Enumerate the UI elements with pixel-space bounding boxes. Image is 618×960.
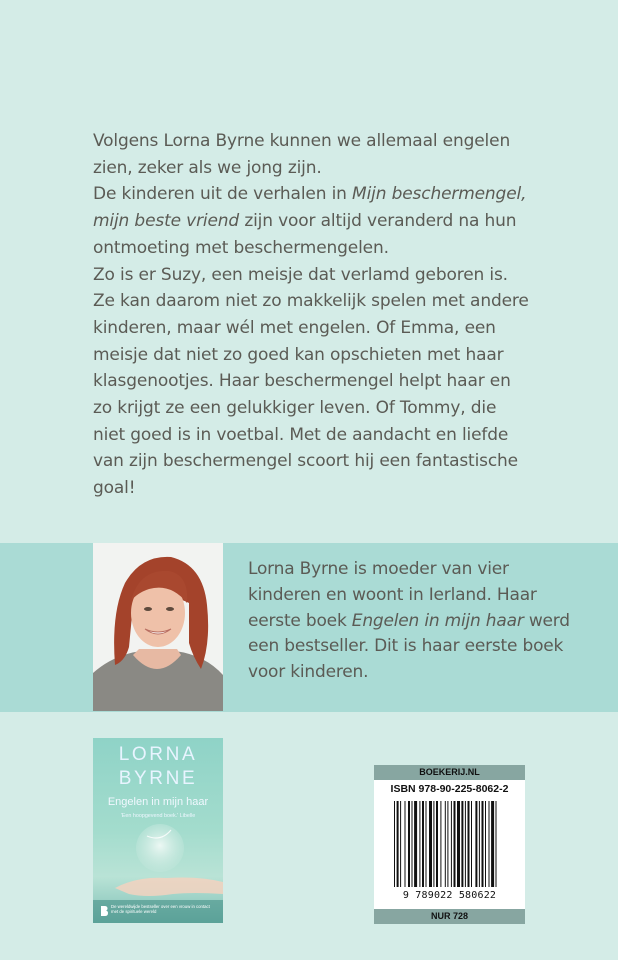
author-portrait-image (93, 543, 223, 711)
related-book-author-last: BYRNE (118, 768, 198, 789)
barcode-bars (394, 801, 506, 889)
barcode-nur: NUR 728 (374, 909, 525, 924)
author-photo (93, 543, 223, 711)
blurb-intro: Volgens Lorna Byrne kunnen we allemaal engelen zien, zeker als we jong zijn. (93, 131, 511, 178)
blurb-stories-pre: De kinderen uit de verhalen in (93, 184, 353, 205)
related-book-quote: 'Een hoopgevend boek.' Libelle (120, 813, 196, 819)
blurb-book-title: Mijn beschermengel, mijn beste vriend (93, 184, 527, 232)
blurb-stories (93, 181, 533, 261)
related-book-footer: De wereldwijde bestseller over een vrouw in contact met de spirituele wereld (111, 904, 210, 914)
related-book-cover (93, 738, 223, 923)
barcode-isbn: ISBN 978-90-225-8062-2 (390, 783, 509, 795)
related-book-author-first: LORNA (118, 744, 198, 765)
blurb-stories-post: zijn voor altijd veranderd na hun ontmoeting met beschermengelen. (93, 211, 517, 258)
bio-book-title: Engelen in mijn haar (351, 610, 524, 631)
author-bio (248, 557, 578, 686)
back-cover-blurb (93, 128, 533, 502)
blurb-examples: Zo is er Suzy, een meisje dat verlamd geboren is. Ze kan daarom niet zo makkelijk spelen met andere kinderen, maar wél met engelen. Of Emma, een meisje dat niet zo goed kan opschieten met haar klasgenootjes. Haar beschermengel helpt haar en zo krijgt ze een gelukkiger leven. Of Tommy, die niet goed is in voetbal. Met de aandacht en liefde van zijn beschermengel scoort hij een fantastische goal! (93, 264, 529, 499)
barcode-number: 9 789022 580622 (402, 890, 497, 901)
related-book-title: Engelen in mijn haar (107, 796, 209, 808)
publisher-logo-icon (100, 906, 108, 916)
barcode-publisher-site: BOEKERIJ.NL (374, 765, 525, 780)
bio-pre: Lorna Byrne is moeder van vier kinderen en woont in Ierland. Haar eerste boek (248, 559, 537, 631)
isbn-barcode-box (374, 765, 525, 924)
bio-post: werd een bestseller. Dit is haar eerste boek voor kinderen. (248, 610, 570, 683)
author-bio-text (248, 557, 578, 686)
